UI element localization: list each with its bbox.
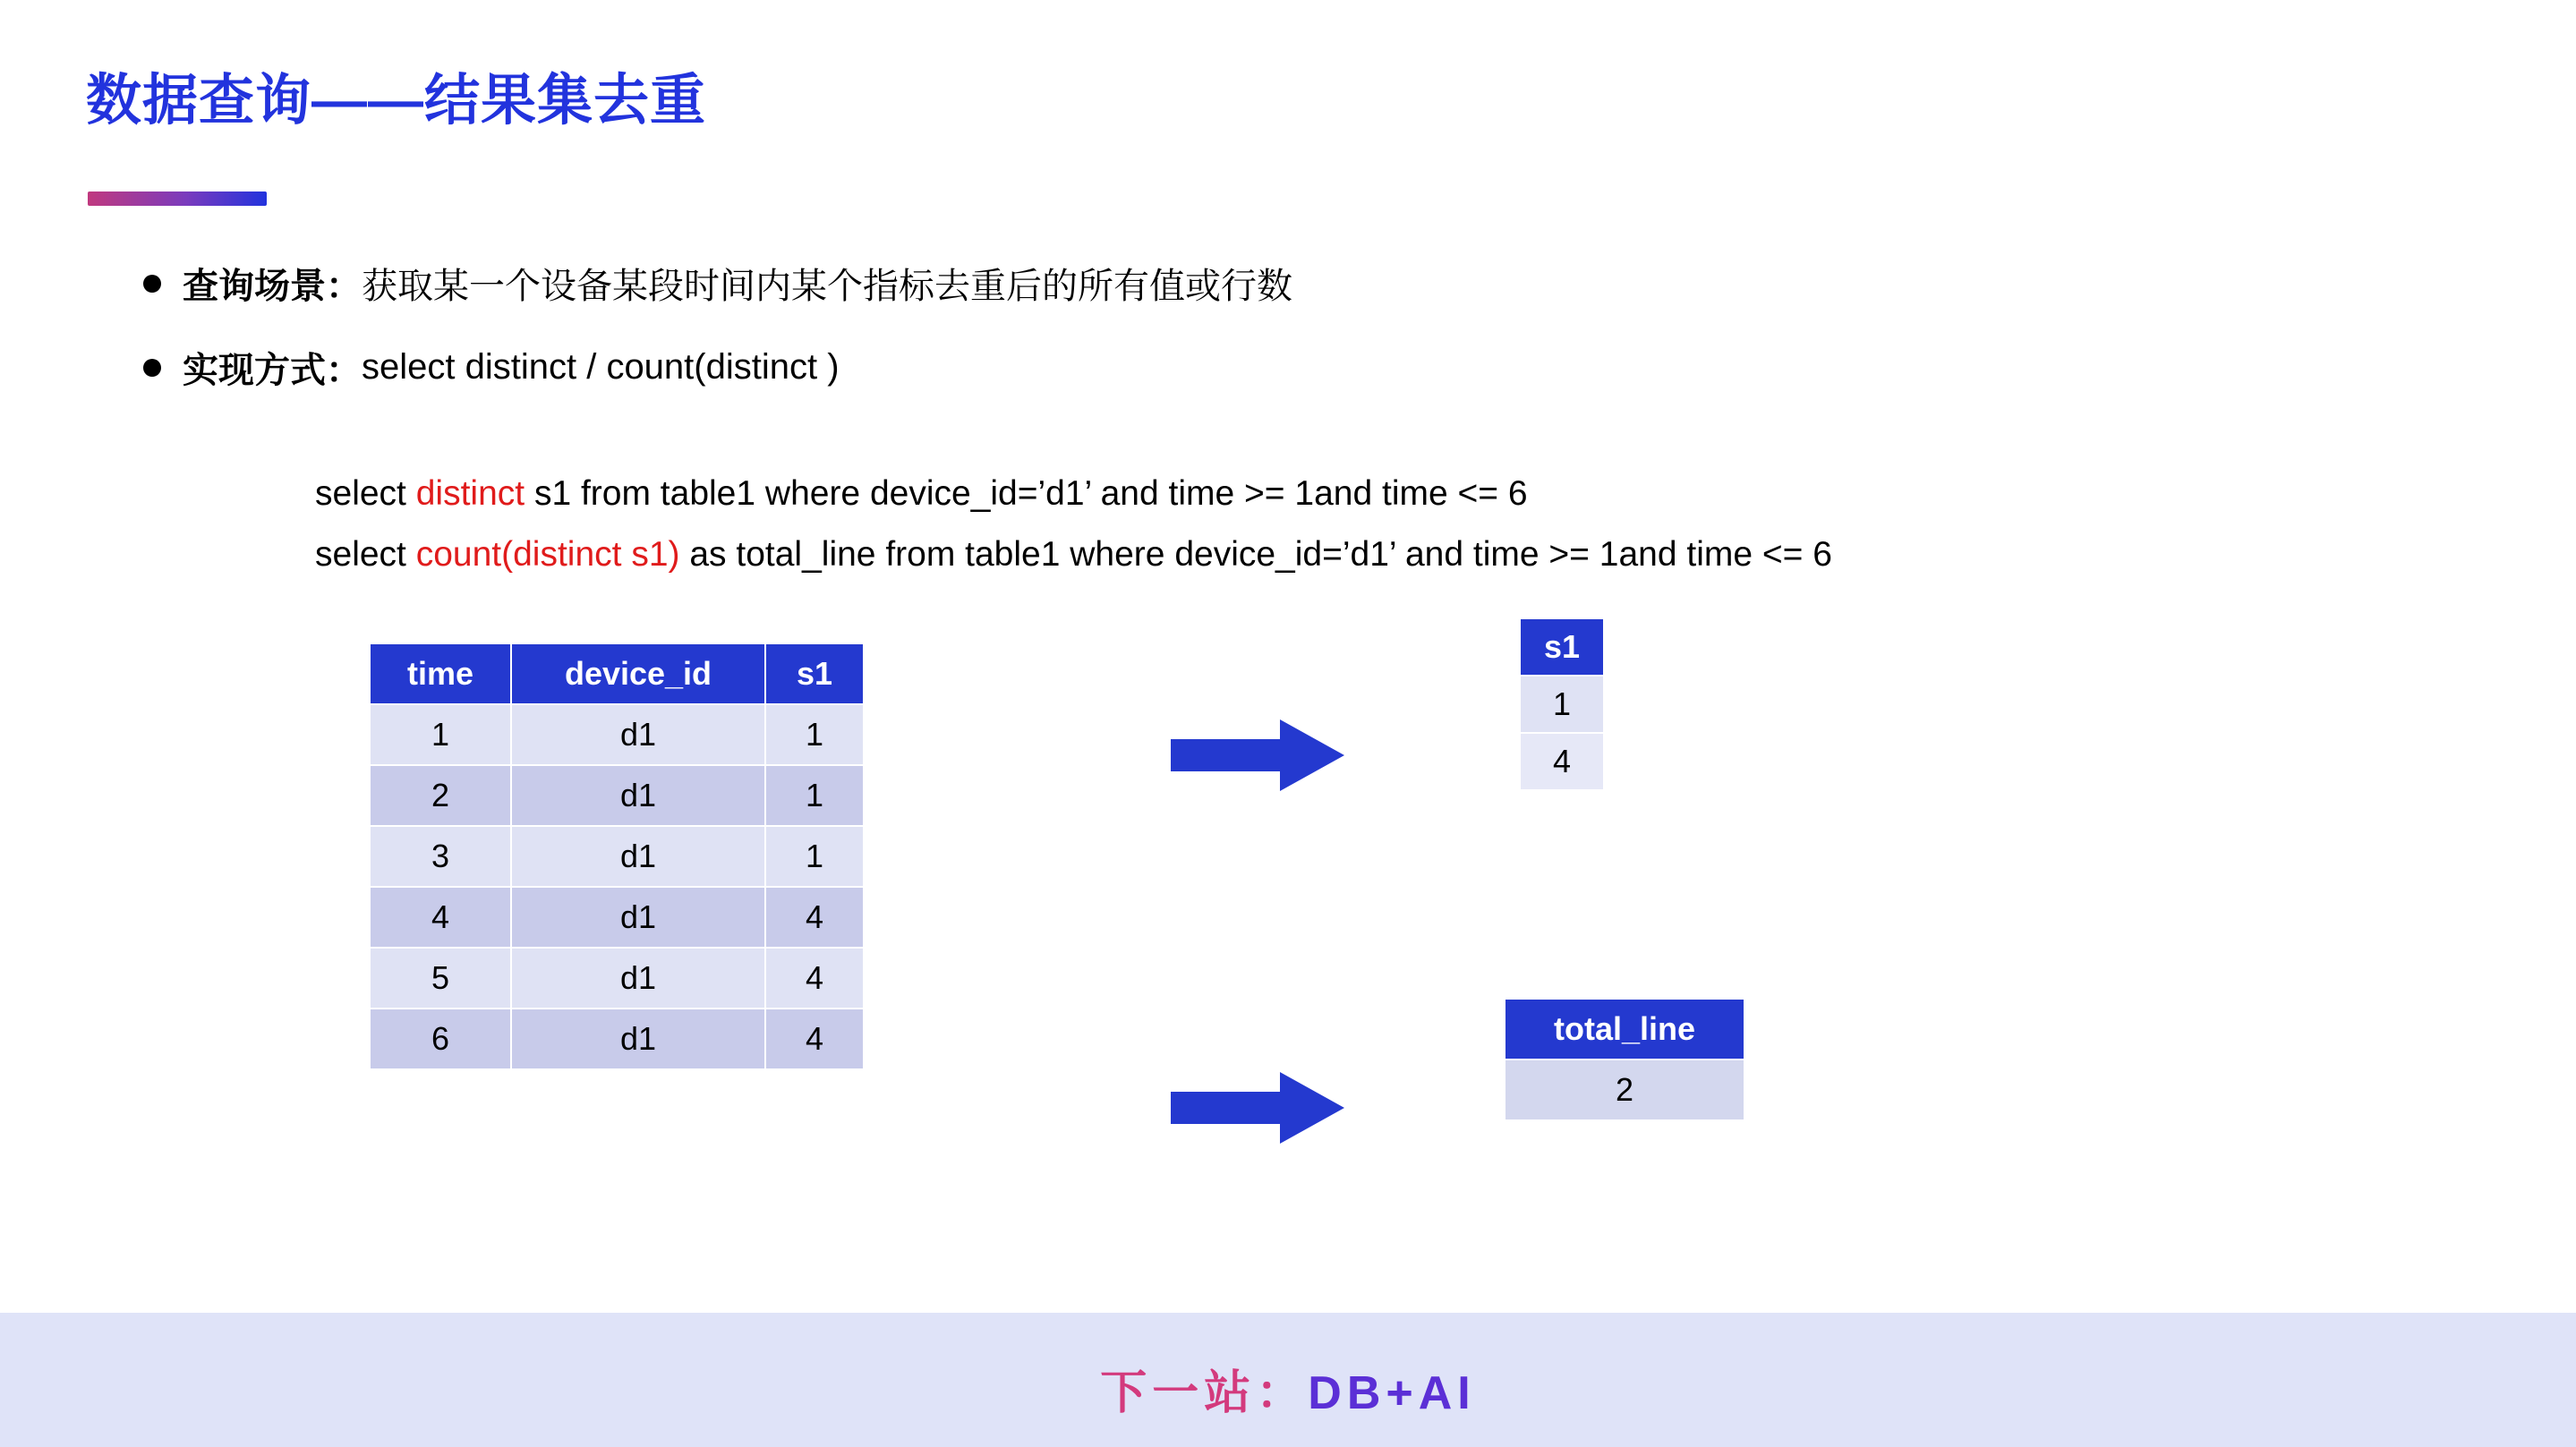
cell-total-line: 2: [1505, 1060, 1744, 1120]
sql-suffix: s1 from table1 where device_id=’d1’ and time >= 1and time <= 6: [525, 474, 1528, 513]
table-row: [1520, 733, 1604, 790]
cell-device-id: d1: [511, 826, 765, 887]
table-row: [370, 704, 864, 765]
column-header-total-line: total_line: [1505, 999, 1744, 1060]
sql-line-count-distinct: [315, 524, 1832, 585]
table-header-row: [1520, 618, 1604, 676]
cell-s1: 1: [1520, 676, 1604, 733]
cell-s1: 4: [765, 1009, 864, 1069]
bullet-dot-icon: [143, 275, 161, 293]
sql-keyword: distinct: [415, 474, 525, 513]
bullet-dot-icon: [143, 359, 161, 377]
footer-branding-cn: 下一站：: [1100, 1367, 1309, 1419]
bullet-separator: ：: [326, 351, 362, 390]
bullet-item-query-scenario: [143, 258, 1292, 309]
result-table-count: [1504, 998, 1745, 1121]
sql-prefix: select: [315, 535, 416, 574]
table-row: [1505, 1060, 1744, 1120]
cell-device-id: d1: [511, 948, 765, 1009]
bullet-separator: ：: [326, 267, 362, 306]
cell-s1: 1: [765, 826, 864, 887]
cell-s1: 1: [765, 765, 864, 826]
cell-s1: 4: [765, 948, 864, 1009]
table-row: [370, 765, 864, 826]
column-header-s1: s1: [1520, 618, 1604, 676]
cell-time: 6: [370, 1009, 511, 1069]
footer-branding: [0, 1355, 2576, 1422]
cell-time: 3: [370, 826, 511, 887]
cell-device-id: d1: [511, 704, 765, 765]
bullet-label: 查询场景: [183, 267, 326, 306]
sql-suffix: as total_line from table1 where device_id=’d1’ and time >= 1and time <= 6: [679, 535, 1832, 574]
table-row: [370, 887, 864, 948]
table-row: [1520, 676, 1604, 733]
cell-time: 1: [370, 704, 511, 765]
table-row: [370, 826, 864, 887]
bullet-item-implementation: [143, 342, 840, 393]
cell-s1: 4: [1520, 733, 1604, 790]
column-header-device-id: device_id: [511, 643, 765, 704]
column-header-s1: s1: [765, 643, 864, 704]
column-header-time: time: [370, 643, 511, 704]
cell-device-id: d1: [511, 887, 765, 948]
sql-keyword: count(distinct s1): [415, 535, 680, 574]
page-title: 数据查询——结果集去重: [86, 70, 707, 132]
cell-time: 4: [370, 887, 511, 948]
table-row: [370, 1009, 864, 1069]
cell-time: 5: [370, 948, 511, 1009]
arrow-to-distinct-result-icon: [1171, 712, 1344, 798]
cell-time: 2: [370, 765, 511, 826]
sql-sample-block: [315, 464, 1832, 585]
bullet-text: select distinct / count(distinct ): [362, 347, 840, 387]
cell-device-id: d1: [511, 765, 765, 826]
source-data-table: [369, 643, 865, 1070]
table-header-row: [370, 643, 864, 704]
arrow-to-count-result-icon: [1171, 1065, 1344, 1151]
sql-prefix: select: [315, 474, 416, 513]
result-table-distinct: [1519, 617, 1605, 791]
cell-s1: 4: [765, 887, 864, 948]
cell-device-id: d1: [511, 1009, 765, 1069]
sql-line-distinct: [315, 464, 1832, 524]
footer-branding-en: DB+AI: [1308, 1367, 1476, 1419]
title-underline-accent: [88, 192, 267, 206]
table-header-row: [1505, 999, 1744, 1060]
table-row: [370, 948, 864, 1009]
cell-s1: 1: [765, 704, 864, 765]
bullet-label: 实现方式: [183, 351, 326, 390]
bullet-text: 获取某一个设备某段时间内某个指标去重后的所有值或行数: [362, 267, 1292, 306]
